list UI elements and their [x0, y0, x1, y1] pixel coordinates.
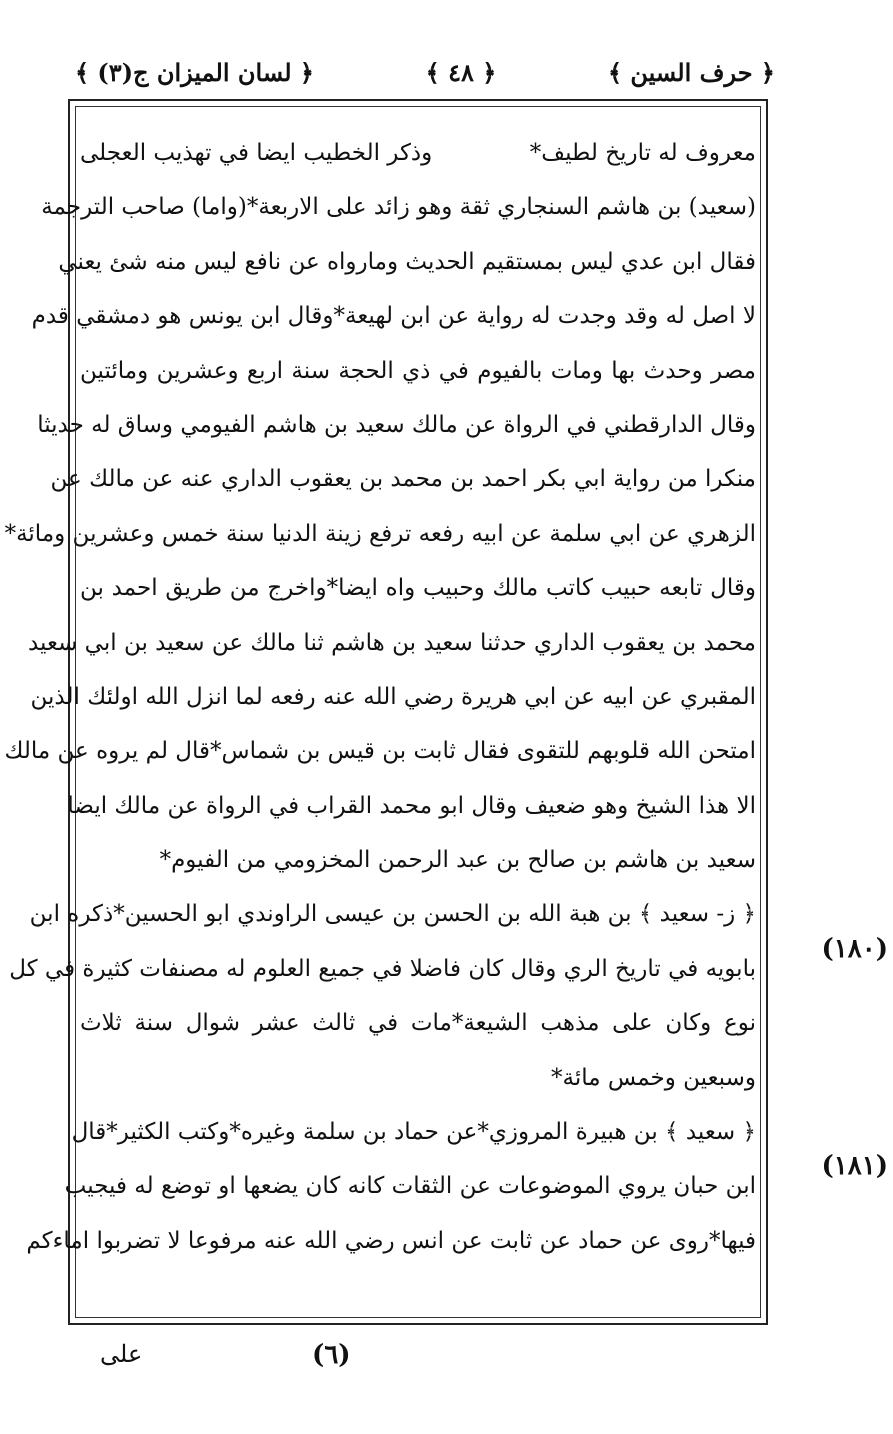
text-line: محمد بن يعقوب الداري حدثنا سعيد بن هاشم ثنا مالك عن سعيد بن ابي سعيد — [27, 629, 756, 656]
entry-number-181: (١٨١) — [821, 1151, 888, 1181]
entry-number-180: (١٨٠) — [821, 934, 888, 964]
running-header — [75, 52, 775, 92]
text-line: فقال ابن عدي ليس بمستقيم الحديث ومارواه عن نافع ليس منه شئ يعني — [58, 248, 756, 275]
footer-signature: (٦) — [312, 1340, 351, 1370]
page-number: ﴿ ٤٨ ﴾ — [425, 57, 497, 87]
text-segment: وذكر الخطيب ايضا في تهذيب العجلى — [80, 140, 433, 166]
text-line: سعيد بن هاشم بن صالح بن عبد الرحمن المخزومي من الفيوم* — [159, 847, 756, 874]
text-line — [80, 126, 756, 180]
text-line: بابويه في تاريخ الري وقال كان فاضلا في جميع العلوم له مصنفات كثيرة في كل — [9, 955, 756, 982]
main-text — [4, 126, 756, 1268]
footer-catchword: على — [100, 1340, 143, 1368]
text-line: المقبري عن ابيه عن ابي هريرة رضي الله عنه رفعه لما انزل الله اولئك الذين — [30, 683, 756, 710]
text-line: الزهري عن ابي سلمة عن ابيه رفعه ترفع زينة الدنيا سنة خمس وعشرين ومائة* — [4, 520, 756, 547]
text-line: مصر وحدث بها ومات بالفيوم في ذي الحجة سنة اربع وعشرين ومائتين — [80, 357, 756, 384]
chapter-heading: ﴿ حرف السين ﴾ — [607, 57, 775, 87]
text-line: فيها*روى عن حماد عن ثابت عن انس رضي الله عنه مرفوعا لا تضربوا اماءكم — [26, 1227, 756, 1254]
text-line: ﴿ ز- سعيد ﴾ بن هبة الله بن الحسن بن عيسى الراوندي ابو الحسين*ذكره ابن — [29, 901, 756, 928]
text-segment: معروف له تاريخ لطيف* — [529, 140, 756, 166]
text-line: لا اصل له وقد وجدت له رواية عن ابن لهيعة*وقال ابن يونس هو دمشقي قدم — [31, 303, 756, 330]
text-line: (سعيد) بن هاشم السنجاري ثقة وهو زائد على الاربعة*(واما) صاحب الترجمة — [41, 194, 756, 221]
text-line: الا هذا الشيخ وهو ضعيف وقال ابو محمد القراب في الرواة عن مالك ايضا — [67, 792, 756, 819]
text-line: نوع وكان على مذهب الشيعة*مات في ثالث عشر شوال سنة ثلاث — [80, 1010, 756, 1037]
text-line: منكرا من رواية ابي بكر احمد بن محمد بن يعقوب الداري عنه عن مالك عن — [50, 466, 756, 493]
text-line: وقال الدارقطني في الرواة عن مالك سعيد بن هاشم الفيومي وساق له حديثا — [37, 411, 756, 438]
book-title: ﴿ لسان الميزان ج(٣) ﴾ — [75, 57, 314, 87]
text-line: ﴿ سعيد ﴾ بن هبيرة المروزي*عن حماد بن سلمة وغيره*وكتب الكثير*قال — [71, 1119, 756, 1146]
text-line: ابن حبان يروي الموضوعات عن الثقات كانه كان يضعها او توضع له فيجيب — [64, 1173, 756, 1200]
text-line: امتحن الله قلوبهم للتقوى فقال ثابت بن قيس بن شماس*قال لم يروه عن مالك — [4, 738, 756, 765]
text-line: وقال تابعه حبيب كاتب مالك وحبيب واه ايضا*واخرج من طريق احمد بن — [80, 575, 756, 602]
text-line: وسبعين وخمس مائة* — [551, 1064, 756, 1091]
